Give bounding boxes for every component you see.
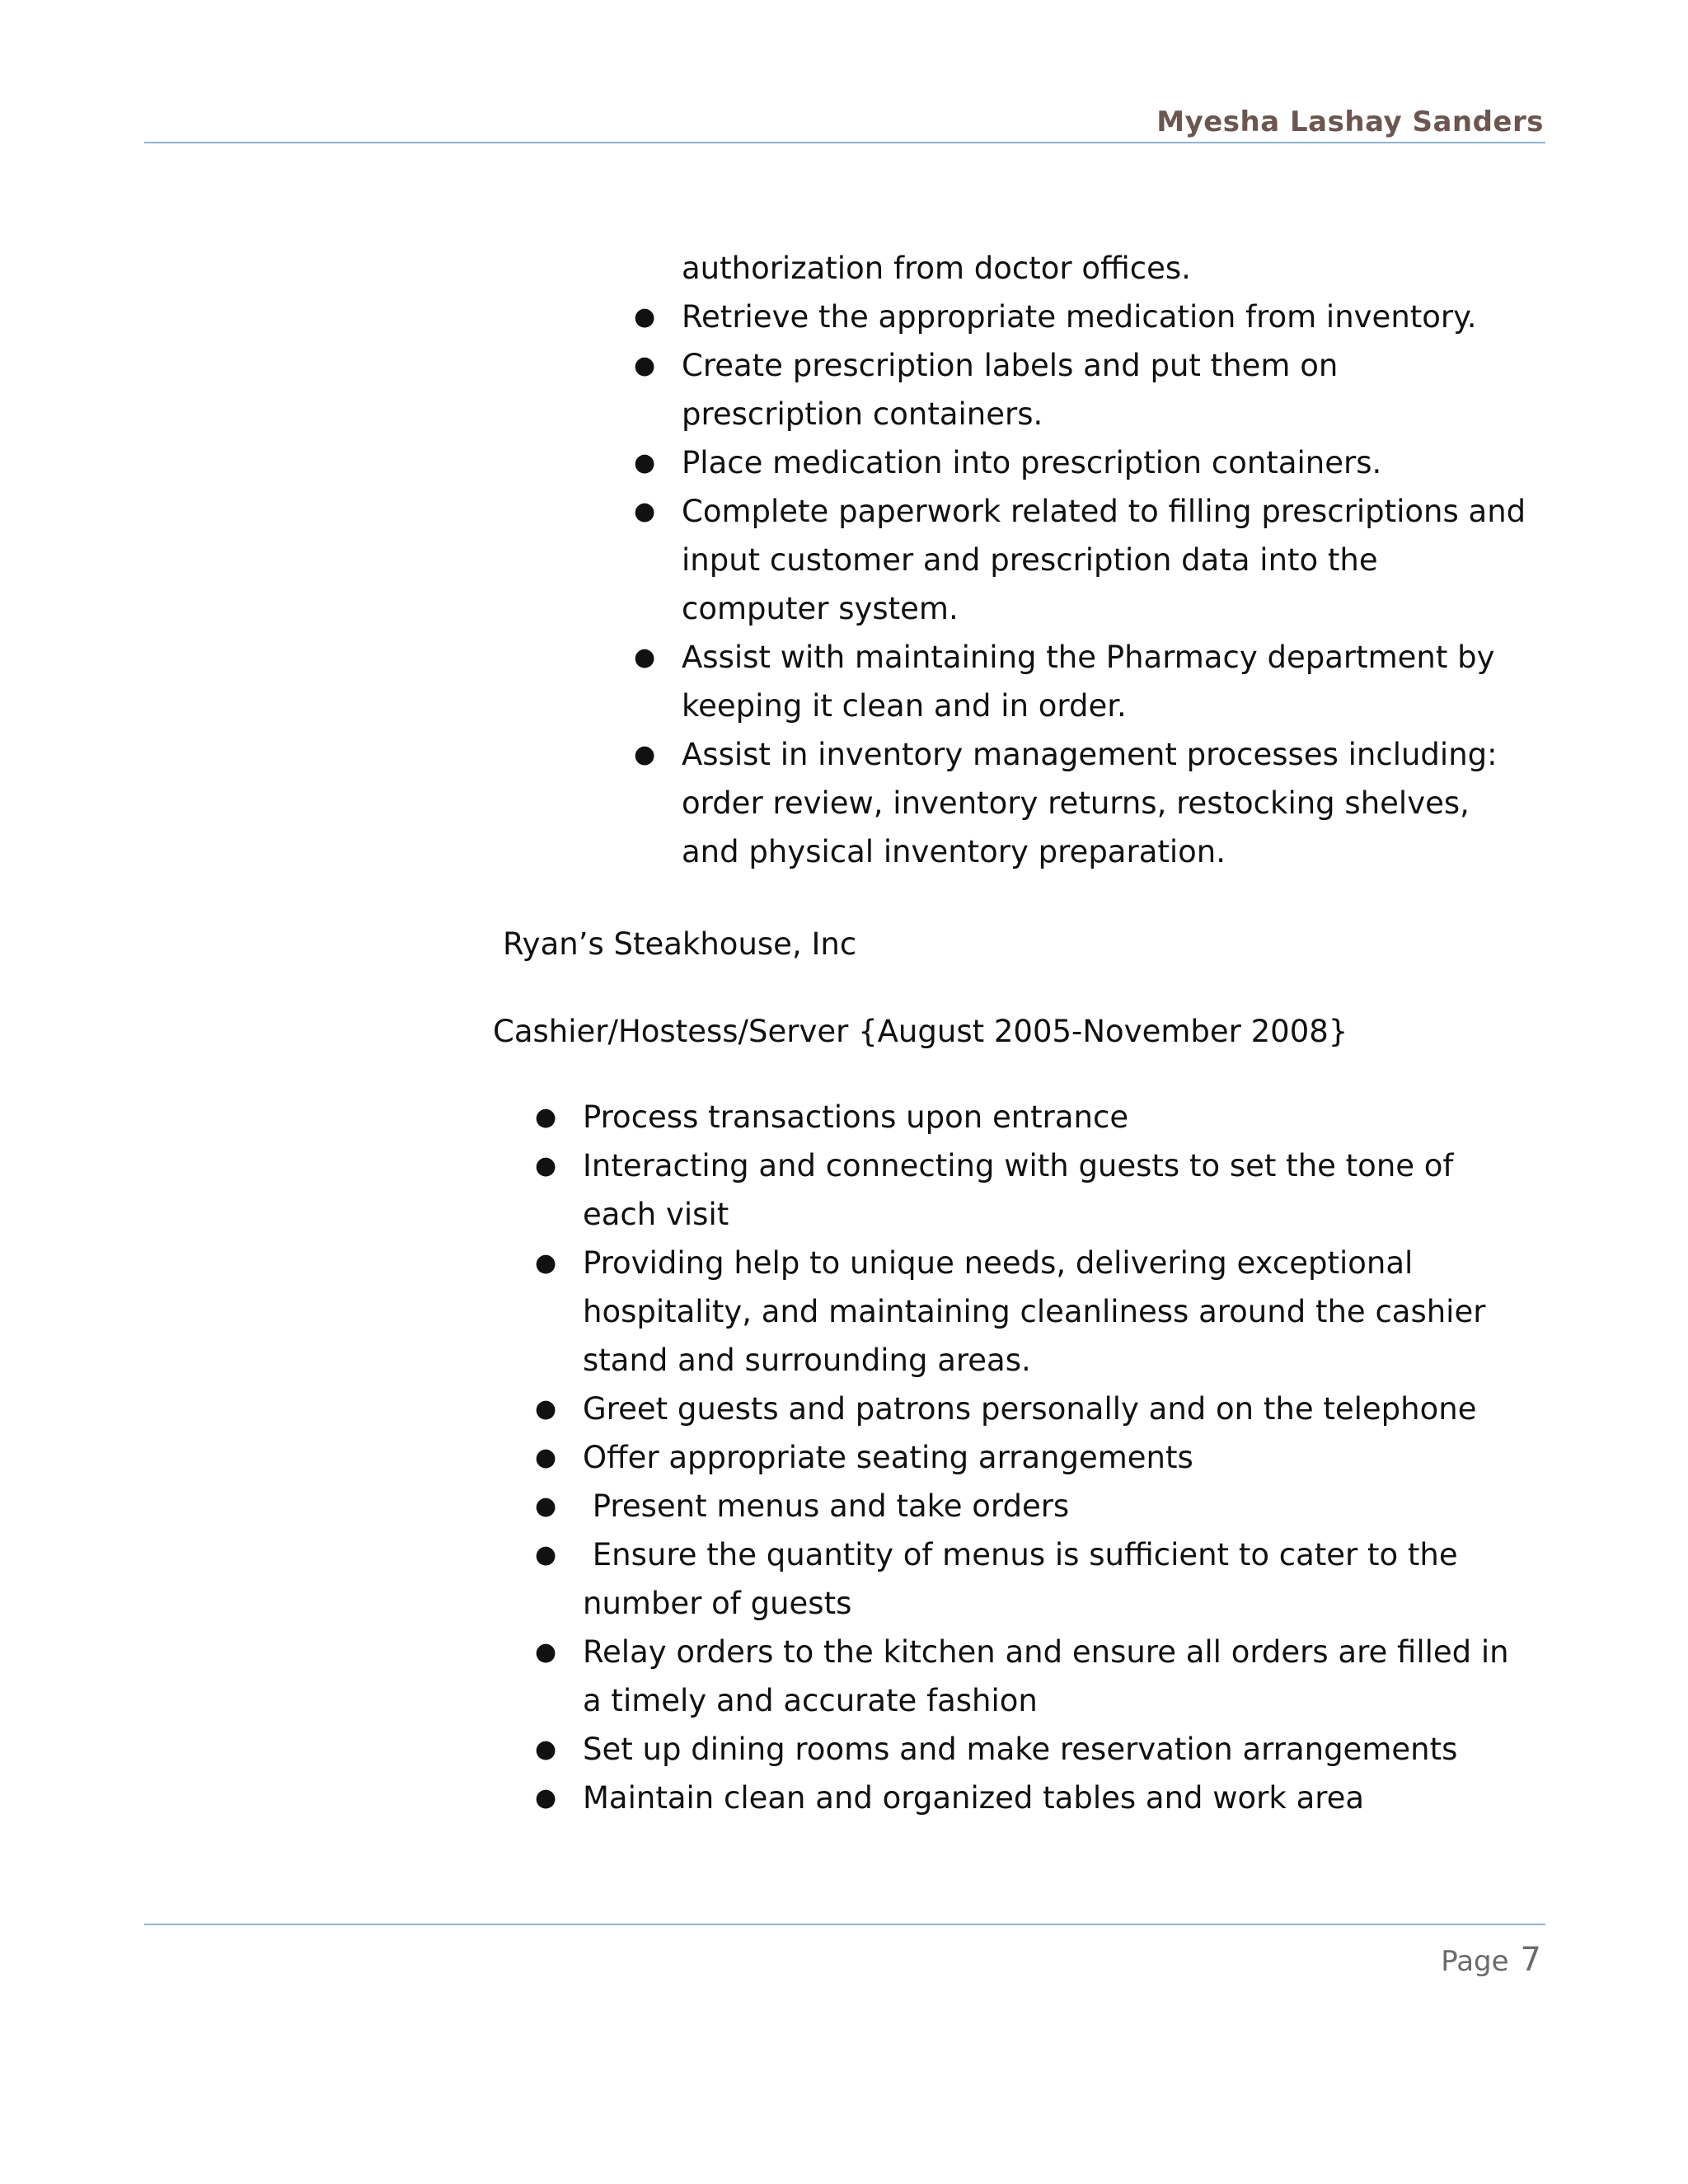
continued-bullet-line: authorization from doctor offices. xyxy=(682,251,1191,286)
list-item-line: keeping it clean and in order. xyxy=(682,688,1127,724)
list-item-line: number of guests xyxy=(583,1586,852,1621)
bullet-icon: ● xyxy=(634,643,656,672)
list-item xyxy=(634,487,1547,633)
list-item-line: Relay orders to the kitchen and ensure all orders are filled in xyxy=(583,1634,1509,1670)
list-item-line: a timely and accurate fashion xyxy=(583,1683,1038,1718)
bullet-icon: ● xyxy=(535,1492,557,1521)
list-item xyxy=(535,1385,1539,1433)
list-item xyxy=(535,1482,1539,1530)
list-item-line: Maintain clean and organized tables and work area xyxy=(583,1780,1365,1816)
list-item xyxy=(634,293,1547,341)
list-item-line: Present menus and take orders xyxy=(583,1488,1070,1524)
bullet-icon: ● xyxy=(634,351,656,380)
list-item-line: Retrieve the appropriate medication from inventory. xyxy=(682,299,1477,335)
list-item xyxy=(634,730,1547,876)
list-item xyxy=(634,633,1547,730)
bullet-icon: ● xyxy=(535,1103,557,1132)
list-item xyxy=(535,1093,1539,1141)
list-item-line: Place medication into prescription containers. xyxy=(682,445,1382,480)
list-item-line: Process transactions upon entrance xyxy=(583,1099,1129,1135)
pharmacy-duties-list xyxy=(634,293,1547,876)
list-item-line: prescription containers. xyxy=(682,396,1043,432)
bullet-icon: ● xyxy=(535,1540,557,1569)
bullet-icon: ● xyxy=(634,448,656,477)
bullet-icon: ● xyxy=(535,1151,557,1180)
list-item-line: and physical inventory preparation. xyxy=(682,834,1226,869)
list-item-line: stand and surrounding areas. xyxy=(583,1343,1031,1378)
list-item-line: Complete paperwork related to filling prescriptions and xyxy=(682,494,1526,529)
bullet-icon: ● xyxy=(535,1735,557,1764)
list-item-line: computer system. xyxy=(682,591,959,626)
list-item-line: Set up dining rooms and make reservation arrangements xyxy=(583,1732,1458,1767)
list-item xyxy=(535,1433,1539,1482)
page-label: Page xyxy=(1441,1945,1509,1978)
footer-rule xyxy=(144,1924,1545,1925)
bullet-icon: ● xyxy=(535,1638,557,1666)
bullet-icon: ● xyxy=(634,497,656,526)
company-name: Ryan’s Steakhouse, Inc xyxy=(503,926,857,962)
bullet-icon: ● xyxy=(634,740,656,769)
list-item-line: order review, inventory returns, restocking shelves, xyxy=(682,785,1470,821)
list-item-line: Create prescription labels and put them on xyxy=(682,348,1339,383)
list-item-line: input customer and prescription data into the xyxy=(682,542,1378,578)
header-rule xyxy=(144,142,1545,143)
list-item-line: Providing help to unique needs, delivering exceptional xyxy=(583,1245,1414,1281)
list-item-line: Assist with maintaining the Pharmacy department by xyxy=(682,640,1495,675)
list-item xyxy=(535,1239,1539,1385)
bullet-icon: ● xyxy=(535,1394,557,1423)
bullet-icon: ● xyxy=(535,1783,557,1812)
list-item-line: Greet guests and patrons personally and on the telephone xyxy=(583,1391,1477,1427)
ryans-duties-list xyxy=(535,1093,1539,1822)
bullet-icon: ● xyxy=(535,1443,557,1472)
list-item xyxy=(535,1628,1539,1725)
list-item xyxy=(634,438,1547,487)
list-item-line: Assist in inventory management processes including: xyxy=(682,737,1498,772)
job-title: Cashier/Hostess/Server {August 2005-November 2008} xyxy=(493,1014,1348,1049)
list-item-line: Interacting and connecting with guests to set the tone of xyxy=(583,1148,1454,1183)
bullet-icon: ● xyxy=(535,1249,557,1277)
list-item xyxy=(535,1774,1539,1822)
list-item-line: each visit xyxy=(583,1197,729,1232)
header-name: Myesha Lashay Sanders xyxy=(1156,105,1544,138)
list-item xyxy=(535,1141,1539,1239)
list-item xyxy=(535,1530,1539,1628)
page-number xyxy=(1441,1941,1541,1979)
list-item xyxy=(634,341,1547,438)
page-number-value: 7 xyxy=(1520,1941,1541,1979)
bullet-icon: ● xyxy=(634,302,656,331)
list-item-line: hospitality, and maintaining cleanliness around the cashier xyxy=(583,1294,1486,1329)
list-item-line: Offer appropriate seating arrangements xyxy=(583,1440,1193,1475)
list-item-line: Ensure the quantity of menus is sufficient to cater to the xyxy=(583,1537,1458,1572)
list-item xyxy=(535,1725,1539,1774)
